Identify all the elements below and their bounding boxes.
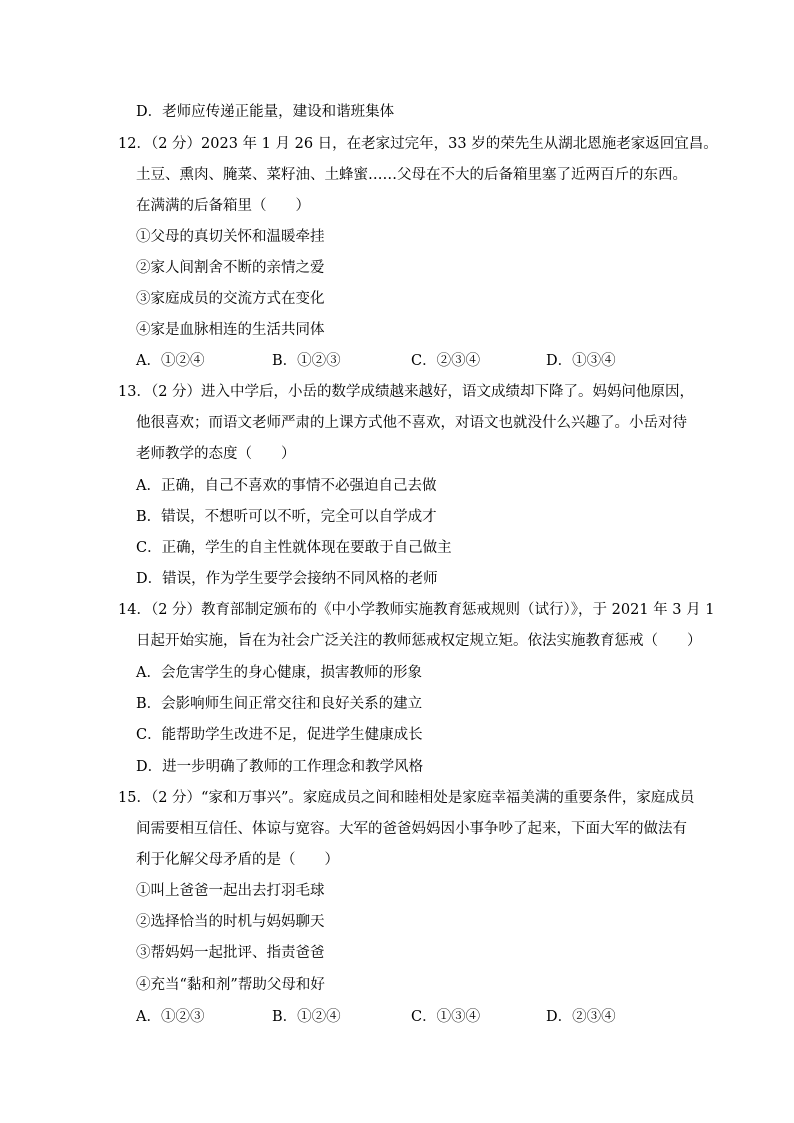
question-13-stem-line-2: 他很喜欢；而语文老师严肃的上课方式他不喜欢，对语文也就没什么兴趣了。小岳对待	[136, 415, 687, 431]
question-13-stem-line-1: 13．（2 分）进入中学后，小岳的数学成绩越来越好，语文成绩却下降了。妈妈问他原因，	[118, 384, 695, 400]
question-14-option-d: D．进一步明确了教师的工作理念和教学风格	[136, 759, 424, 775]
question-13-option-d: D．错误，作为学生要学会接纳不同风格的老师	[136, 571, 438, 587]
question-15-option-b: B．①②④	[272, 1009, 341, 1025]
question-15-item-3: ③帮妈妈一起批评、指责爸爸	[136, 945, 325, 961]
question-12-option-c: C．②③④	[411, 353, 481, 369]
question-13-option-c: C．正确，学生的自主性就体现在要敢于自己做主	[136, 540, 452, 556]
question-15-option-c: C．①③④	[411, 1009, 481, 1025]
question-15-stem-line-1: 15．（2 分）“家和万事兴”。家庭成员之间和睦相处是家庭幸福美满的重要条件，家庭成员	[118, 790, 695, 806]
question-12-option-a: A．①②④	[136, 353, 205, 369]
question-12-item-3: ③家庭成员的交流方式在变化	[136, 291, 325, 307]
question-14-option-a: A．会危害学生的身心健康，损害教师的形象	[136, 665, 422, 681]
question-11-option-d: D．老师应传递正能量，建设和谐班集体	[136, 104, 395, 120]
question-15-item-4: ④充当“黏和剂”帮助父母和好	[136, 977, 325, 993]
question-12-option-d: D．①③④	[546, 353, 616, 369]
question-15-item-1: ①叫上爸爸一起出去打羽毛球	[136, 883, 325, 899]
question-12-stem-line-3: 在满满的后备箱里（ ）	[136, 198, 310, 214]
question-13-option-b: B．错误，不想听可以不听，完全可以自学成才	[136, 509, 437, 525]
question-15-option-a: A．①②③	[136, 1009, 205, 1025]
question-14-option-b: B．会影响师生间正常交往和良好关系的建立	[136, 696, 423, 712]
question-14-option-c: C．能帮助学生改进不足，促进学生健康成长	[136, 727, 423, 743]
question-12-item-2: ②家人间割舍不断的亲情之爱	[136, 260, 325, 276]
question-13-stem-line-3: 老师教学的态度（ ）	[136, 446, 296, 462]
question-12-stem-line-1: 12．（2 分）2023 年 1 月 26 日，在老家过完年，33 岁的荣先生从湖北恩施老家返回宜昌。	[118, 136, 718, 152]
question-14-stem-line-2: 日起开始实施，旨在为社会广泛关注的教师惩戒权定规立矩。依法实施教育惩戒（ ）	[136, 633, 702, 649]
question-15-stem-line-2: 间需要相互信任、体谅与宽容。大军的爸爸妈妈因小事争吵了起来，下面大军的做法有	[136, 821, 687, 837]
question-13-option-a: A．正确，自己不喜欢的事情不必强迫自己去做	[136, 478, 437, 494]
question-14-stem-line-1: 14．（2 分）教育部制定颁布的《中小学教师实施教育惩戒规则（试行）》，于 2021 年 3 月 1	[118, 602, 715, 618]
question-12-stem-line-2: 土豆、熏肉、腌菜、菜籽油、土蜂蜜……父母在不大的后备箱里塞了近两百斤的东西。	[136, 167, 687, 183]
question-15-stem-line-3: 利于化解父母矛盾的是（ ）	[136, 852, 339, 868]
question-12-item-4: ④家是血脉相连的生活共同体	[136, 322, 325, 338]
question-15-option-d: D．②③④	[546, 1009, 616, 1025]
question-12-option-b: B．①②③	[272, 353, 341, 369]
question-15-item-2: ②选择恰当的时机与妈妈聊天	[136, 914, 325, 930]
question-12-item-1: ①父母的真切关怀和温暖牵挂	[136, 229, 325, 245]
